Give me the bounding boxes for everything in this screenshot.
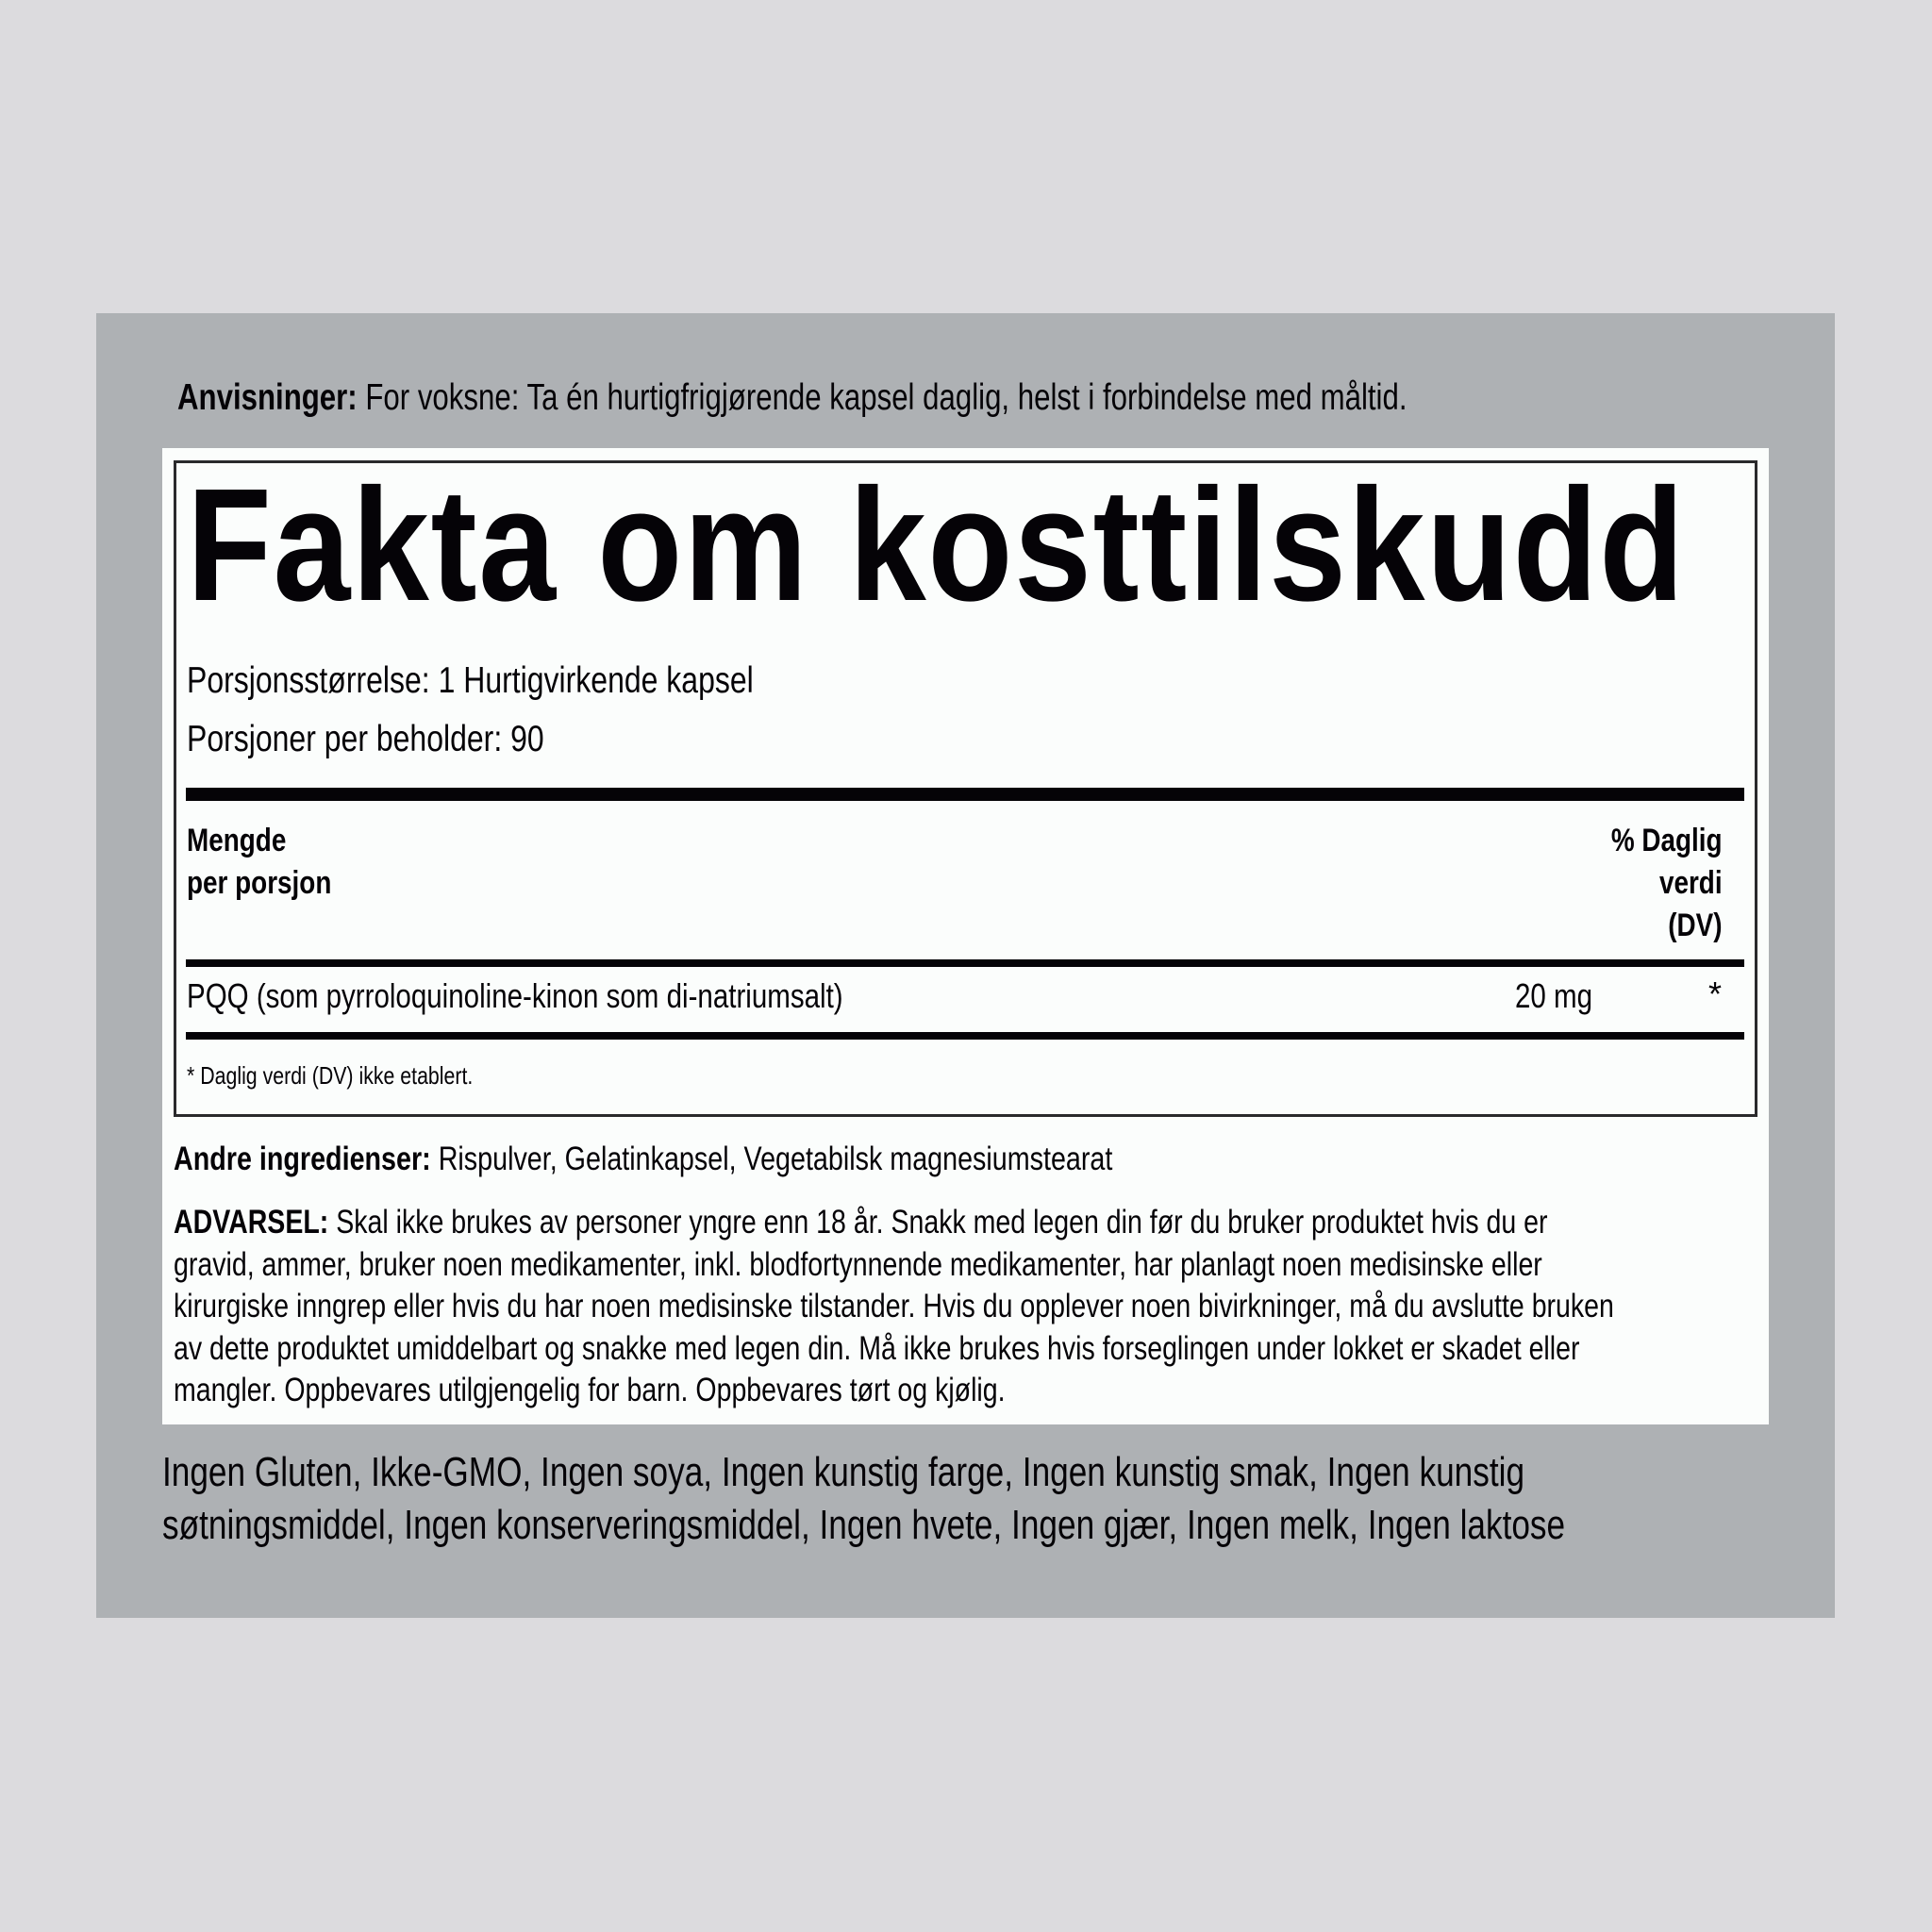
other-ingredients <box>174 1140 1112 1179</box>
servings-per-container: Porsjoner per beholder: 90 <box>187 719 544 759</box>
serving-size: Porsjonsstørrelse: 1 Hurtigvirkende kapsel <box>187 660 754 701</box>
warning-line-5: mangler. Oppbevares utilgjengelig for barn. Oppbevares tørt og kjølig. <box>174 1372 1006 1408</box>
dv-header-line2: verdi <box>1659 865 1723 901</box>
amount-header-line1: Mengde <box>187 823 287 858</box>
warning-text <box>174 1202 1614 1412</box>
row-divider <box>186 1032 1744 1040</box>
other-ingredients-list: Rispulver, Gelatinkapsel, Vegetabilsk magnesiumstearat <box>430 1141 1113 1177</box>
other-ingredients-label: Andre ingredienser: <box>174 1141 431 1177</box>
warning-line-1-text: Skal ikke brukes av personer yngre enn 18 år. Snakk med legen din før du bruker produktet hvis du er <box>328 1204 1548 1241</box>
directions-body: For voksne: Ta én hurtigfrigjørende kapsel daglig, helst i forbindelse med måltid. <box>357 377 1407 418</box>
claims-line-2: søtningsmiddel, Ingen konserveringsmiddel, Ingen hvete, Ingen gjær, Ingen melk, Ingen laktose <box>162 1502 1566 1548</box>
ingredient-row <box>0 975 1932 1017</box>
directions-text <box>177 375 1407 421</box>
directions-label: Anvisninger: <box>177 377 358 418</box>
warning-line-1 <box>174 1202 1614 1244</box>
thick-divider <box>186 788 1744 801</box>
free-from-claims <box>162 1446 1565 1552</box>
claims-line-1: Ingen Gluten, Ikke-GMO, Ingen soya, Ingen kunstig farge, Ingen kunstig smak, Ingen kunstig <box>162 1449 1525 1495</box>
dv-header-line1: % Daglig <box>1611 823 1723 858</box>
facts-title: Fakta om kosttilskudd <box>187 456 1686 635</box>
dv-footnote: * Daglig verdi (DV) ikke etablert. <box>187 1061 474 1090</box>
header-divider <box>186 959 1744 967</box>
amount-header-line2: per porsjon <box>187 865 332 901</box>
ingredient-daily-value: * <box>1708 974 1723 1013</box>
ingredient-name: PQQ (som pyrroloquinoline-kinon som di-natriumsalt) <box>187 976 843 1015</box>
ingredient-amount: 20 mg <box>1515 976 1593 1015</box>
warning-line-3: kirurgiske inngrep eller hvis du har noen medisinske tilstander. Hvis du opplever noen bivirkninger, må du avslutte bruken <box>174 1288 1614 1324</box>
daily-value-header <box>1611 820 1723 947</box>
dv-header-line3: (DV) <box>1668 908 1723 943</box>
warning-label: ADVARSEL: <box>174 1204 329 1241</box>
amount-per-serving-header <box>187 820 331 905</box>
warning-line-2: gravid, ammer, bruker noen medikamenter, inkl. blodfortynnende medikamenter, har planlagt noen medisinske eller <box>174 1245 1542 1283</box>
warning-line-4: av dette produktet umiddelbart og snakke med legen din. Må ikke brukes hvis forseglingen under lokket er skadet eller <box>174 1329 1580 1367</box>
